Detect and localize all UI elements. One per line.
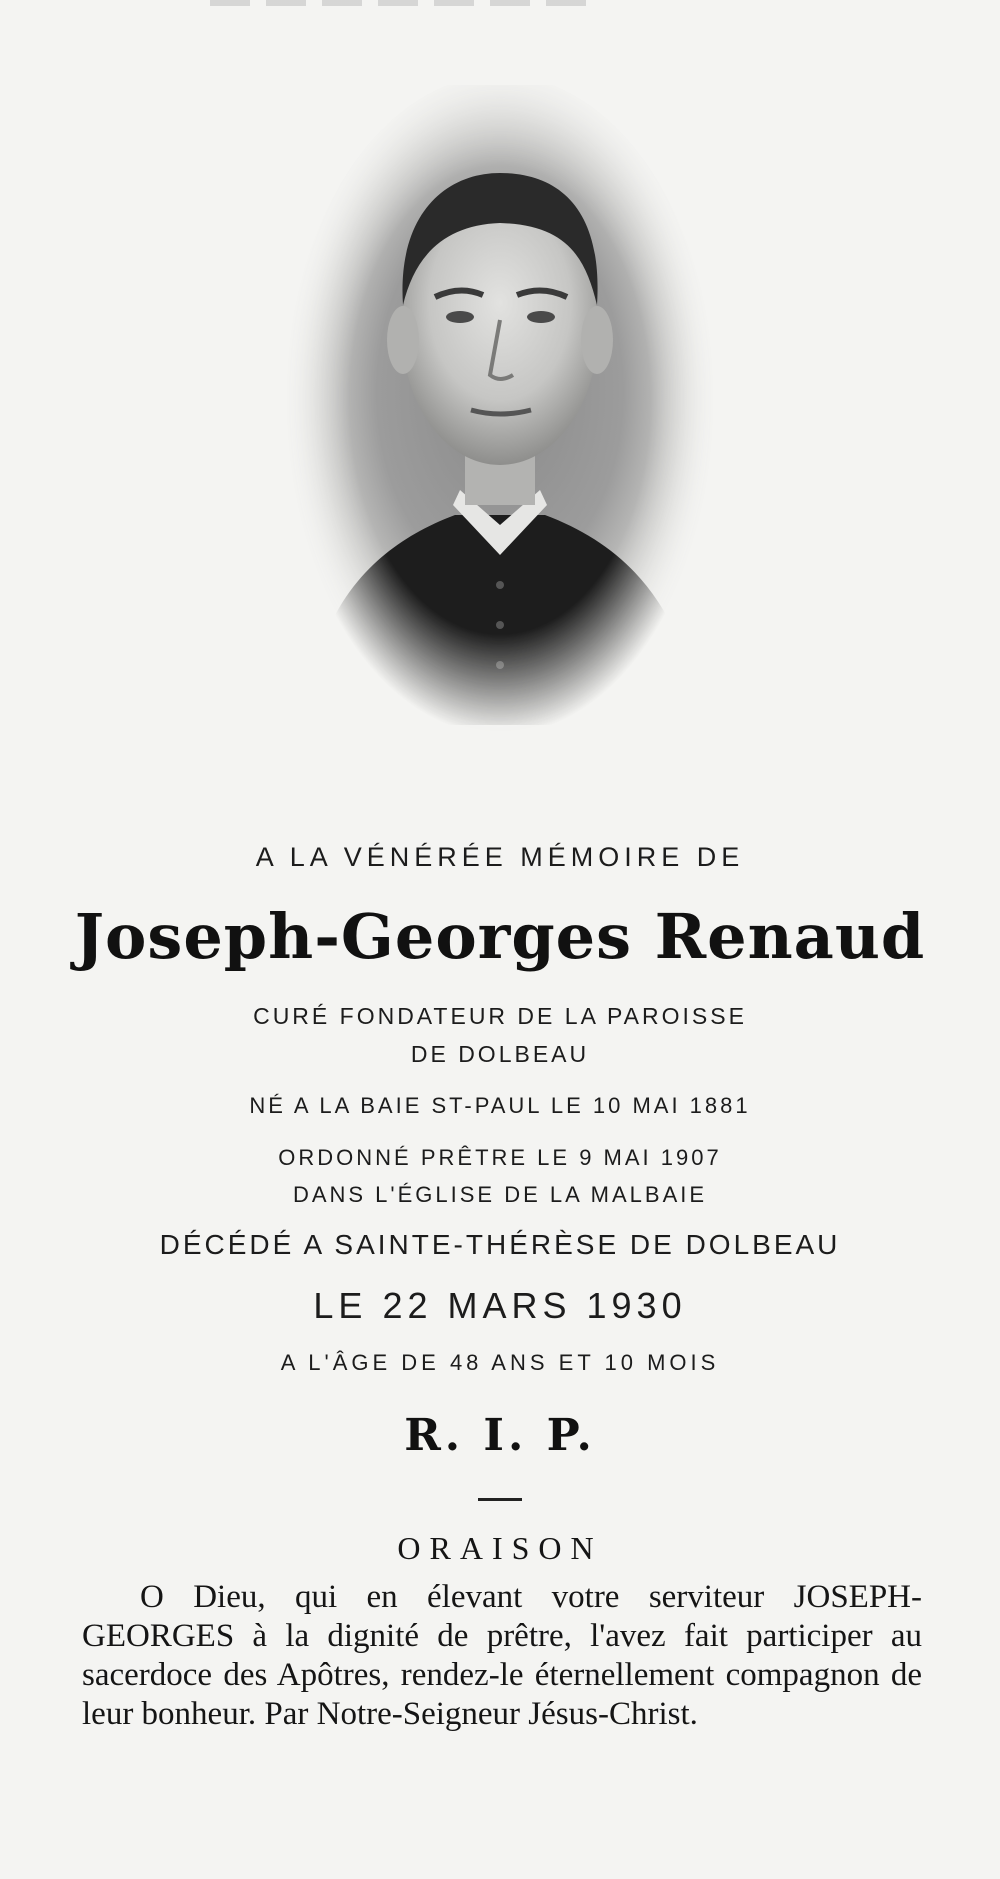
prayer-text: O Dieu, qui en élevant votre serviteur JOSEPH-GEORGES à la dignité de prêtre, l'avez fait participer au sacerdoce des Apôtres, rendez-le éternellement compagnon de leur bonheur. Par Notre-Seigneur Jésus-Christ. (82, 1579, 922, 1732)
scan-edge-mark (210, 0, 590, 6)
death-place-line: DÉCÉDÉ A SAINTE-THÉRÈSE DE DOLBEAU (159, 1229, 841, 1260)
ordination-line-1: ORDONNÉ PRÊTRE LE 9 MAI 1907 (278, 1145, 722, 1170)
death-date-line: LE 22 MARS 1930 (313, 1285, 687, 1326)
ordination-line-2: DANS L'ÉGLISE DE LA MALBAIE (292, 1182, 708, 1207)
title-line-1: CURÉ FONDATEUR DE LA PAROISSE (253, 1003, 747, 1029)
age-line: A L'ÂGE DE 48 ANS ET 10 MOIS (280, 1350, 720, 1375)
deceased-name: Joseph-Georges Renaud (74, 900, 926, 973)
divider-rule (478, 1498, 522, 1501)
birth-line: NÉ A LA BAIE ST-PAUL LE 10 MAI 1881 (249, 1093, 751, 1118)
title-line-2: DE DOLBEAU (410, 1041, 590, 1067)
prayer-heading: ORAISON (397, 1530, 603, 1566)
rip-mark: R. I. P. (404, 1410, 596, 1461)
portrait-photo (285, 85, 715, 755)
dedication-line: A LA VÉNÉRÉE MÉMOIRE DE (255, 842, 745, 872)
